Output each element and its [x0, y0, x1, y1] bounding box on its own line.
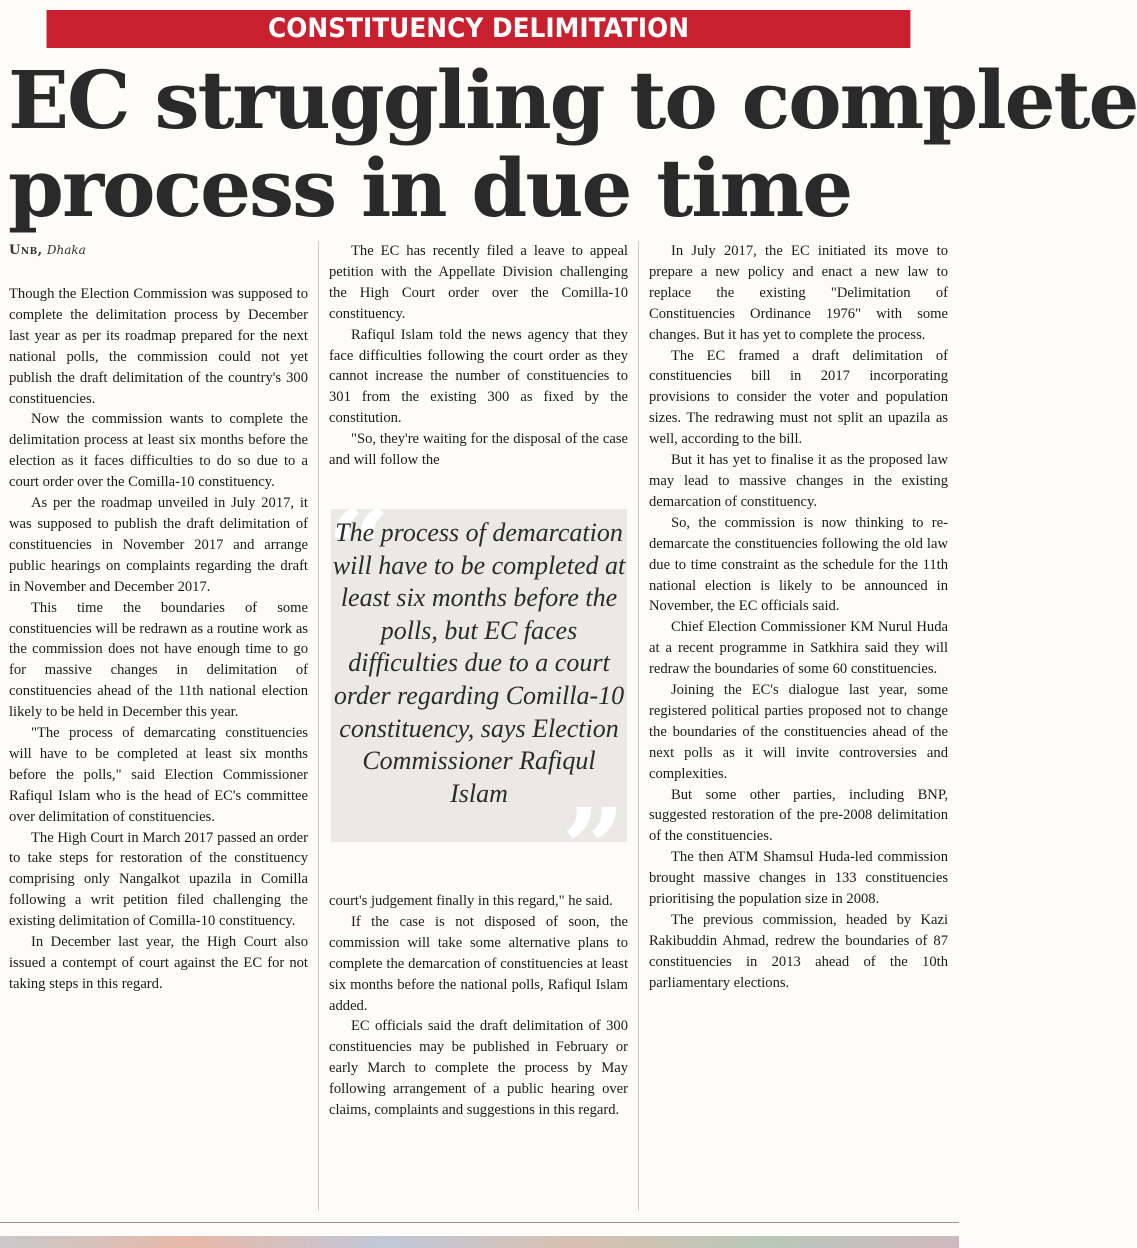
paragraph: The previous commission, headed by Kazi Rakibuddin Ahmad, redrew the boundaries of 87 constituencies in 2013 ahead of the 10th parliamentary elections. [649, 912, 948, 991]
byline-place: Dhaka [46, 243, 86, 257]
paragraph: Rafiqul Islam told the news agency that they face difficulties following the court order as they cannot increase the number of constituencies to 301 from the existing 300 as fixed by the constitution. [329, 326, 628, 427]
paragraph: The then ATM Shamsul Huda-led commission brought massive changes in 133 constituencies prioritising the population size in 2008. [649, 849, 948, 908]
open-quote-icon: “ [327, 485, 391, 614]
headline-line-1: EC struggling to complete [8, 53, 1137, 147]
paragraph: So, the commission is now thinking to re-demarcate the constituencies following the old law due to time constraint as the schedule for the 11th national election is likely to be announced in November, the EC officials said. [649, 514, 948, 615]
paragraph: In July 2017, the EC initiated its move to prepare a new policy and enact a new law to replace the existing "Delimitation of Constituencies Ordinance 1976" with some changes. But it has yet to complete the process. [649, 243, 948, 343]
paragraph: But it has yet to finalise it as the proposed law may lead to massive changes in the existing demarcation of constituency. [649, 452, 948, 510]
article-column-3 [649, 241, 948, 994]
article-column-1 [9, 284, 308, 995]
paragraph: The EC has recently filed a leave to appeal petition with the Appellate Division challenging the High Court order over the Comilla-10 constituency. [329, 243, 628, 322]
headline [8, 53, 1137, 235]
paragraph: As per the roadmap unveiled in July 2017, it was supposed to publish the draft delimitation of constituencies in November 2017 and arrange public hearings on complaints regarding the draft in November and December 2017. [9, 495, 308, 595]
byline [9, 243, 86, 258]
paragraph: In December last year, the High Court also issued a contempt of court against the EC for not taking steps in this regard. [9, 934, 308, 992]
paragraph: If the case is not disposed of soon, the commission will take some alternative plans to complete the demarcation of constituencies at least six months before the national polls, Rafiqul Islam added. [329, 913, 628, 1014]
paragraph: The High Court in March 2017 passed an order to take steps for restoration of the constituency comprising only Nangalkot upazila in Comilla following a writ petition filed challenging the existing delimitation of Comilla-10 constituency. [9, 829, 308, 930]
paragraph: Chief Election Commissioner KM Nurul Huda at a recent programme in Satkhira said they will redraw the boundaries of some 60 constituencies. [649, 619, 948, 678]
adjacent-page-strip [0, 1236, 959, 1248]
paragraph: Joining the EC's dialogue last year, some registered political parties proposed not to change the boundaries of the constituencies ahead of the next polls as it will invite controversies and complexities. [649, 682, 948, 782]
section-banner: CONSTITUENCY DELIMITATION [47, 10, 911, 48]
paragraph: "The process of demarcating constituencies will have to be completed at least six months before the polls," said Election Commissioner Rafiqul Islam who is the head of EC's committee over delimitation of constituencies. [9, 725, 308, 825]
article-column-2 [329, 241, 628, 471]
column-divider [318, 241, 319, 1211]
paragraph: Now the commission wants to complete the delimitation process at least six months before the election as it faces difficulties to do so due to a court order over the Comilla-10 constituency. [9, 411, 308, 491]
paragraph: Though the Election Commission was supposed to complete the delimitation process by December last year as per its roadmap prepared for the next national polls, the commission could not yet publish the draft delimitation of the country's 300 constituencies. [9, 286, 308, 407]
paragraph: The EC framed a draft delimitation of constituencies bill in 2017 incorporating provisions to consider the voter and population sizes. The redrawing must not split an upazila as well, according to the bill. [649, 347, 948, 448]
byline-agency: Unb, [9, 243, 43, 258]
paragraph: But some other parties, including BNP, suggested restoration of the pre-2008 delimitation of the constituencies. [649, 786, 948, 845]
paragraph: This time the boundaries of some constituencies will be redrawn as a routine work as the commission does not have enough time to go for massive changes in delimitation of constituencies ahead of the 11th national election likely to be held in December this year. [9, 599, 308, 721]
headline-line-2: process in due time [8, 141, 852, 235]
column-divider [638, 241, 639, 1211]
paragraph: court's judgement finally in this regard," he said. [329, 893, 613, 909]
paragraph: EC officials said the draft delimitation of 300 constituencies may be published in February or early March to complete the process by May following arrangement of a public hearing over claims, complaints and suggestions in this regard. [329, 1018, 628, 1119]
article-column-2-continued [329, 891, 628, 1121]
pull-quote-text: The process of demarcation will have to be completed at least six months before the polls, but EC faces difficulties due to a court order regarding Comilla-10 constituency, says Election Commissioner Rafiqul Islam [332, 518, 626, 808]
bottom-rule [0, 1222, 959, 1223]
close-quote-icon: ” [561, 784, 625, 913]
paragraph: "So, they're waiting for the disposal of the case and will follow the [329, 431, 628, 469]
